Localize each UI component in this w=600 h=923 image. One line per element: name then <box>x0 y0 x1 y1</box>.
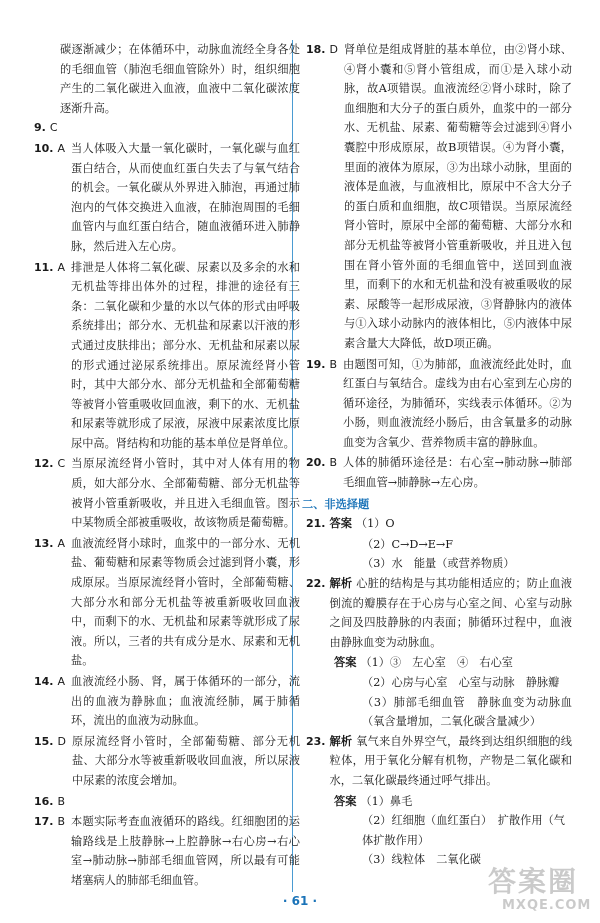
answer-item <box>306 40 572 354</box>
explanation-text <box>71 792 300 812</box>
question-number: 20. <box>306 456 326 470</box>
answer-line: （2）心房与心室 心室与动脉 静脉瓣 <box>362 676 560 689</box>
answer-item <box>34 732 300 791</box>
explanation-text: 肾单位是组成肾脏的基本单位，由②肾小球、④肾小囊和⑤肾小管组成，而①是入球小动脉，故A项错误。血液流经②肾小球时，除了血细胞和大分子的蛋白质外，血浆中的一部分水、无机盐、尿素、葡萄糖等会过滤到④肾小囊腔中形成原尿，故B项错误。④为肾小囊，里面的液体为原尿，③为出球小动脉，里面的液体是血液，与血液相比，原尿中不含大分子的蛋白质和血细胞，故C项错误。当原尿流经肾小管时，原尿中全部的葡萄糖、大部分水和部分无机盐等被肾小管重新吸收，并且进入包围在肾小管外面的毛细血管中，送回到血液里，而剩下的水和无机盐和没有被重吸收的尿素、尿酸等一起形成尿液，③肾静脉内的液体与①入球小动脉内的液体相比，⑤内液体中尿素含量大大降低，故D项正确。 <box>343 43 572 350</box>
answer-line: （2）C→D→E→F <box>362 537 454 551</box>
answer-line: （1）O <box>355 517 395 531</box>
page-number: · 61 · <box>282 894 318 908</box>
answer-choice: A <box>57 675 66 688</box>
question-22 <box>306 574 572 732</box>
question-number: 10. <box>34 141 54 155</box>
question-number: 17. <box>34 815 54 829</box>
section-title: 二、非选择题 <box>302 497 370 511</box>
answer-choice: C <box>49 121 58 135</box>
answer-line: （3）水 能量（或营养物质） <box>362 557 515 571</box>
answer-choice: A <box>57 260 66 274</box>
explanation-text: 当人体吸入大量一氧化碳时，一氧化碳与血红蛋白结合，从而使血红蛋白失去了与氧气结合的机会。一氧化碳从外界进入肺泡，再通过肺泡内的气体交换进入血液，在肺泡周围的毛细血管内与血红蛋白结合，随血液循环进入肺静脉，然后进入左心房。 <box>71 141 300 253</box>
answer-choice: C <box>57 457 66 471</box>
answer-choice: A <box>57 536 66 550</box>
answer-choice: B <box>57 815 66 829</box>
answer-tag: 答案 <box>334 794 357 808</box>
answer-item <box>34 454 300 532</box>
left-column <box>34 40 300 892</box>
question-number: 22. <box>306 577 326 591</box>
answer-item <box>34 118 300 138</box>
answer-choice: B <box>329 456 338 470</box>
question-number: 18. <box>306 43 326 56</box>
answer-line: （1）③ 左心室 ④ 右心室 <box>360 656 513 670</box>
analysis-text: 氧气来自外界空气，最终到达组织细胞的线粒体，用于氧化分解有机物，产物是二氧化碳和水，二氧化碳最终通过呼气排出。 <box>329 734 572 787</box>
question-number: 11. <box>34 260 54 274</box>
explanation-text: 人体的肺循环途径是：右心室→肺动脉→肺部毛细血管→肺静脉→左心房。 <box>343 456 572 490</box>
explanation-text: 本题实际考查血液循环的路线。红细胞团的运输路线是上肢静脉→上腔静脉→右心房→右心室→肺动脉→肺部毛细血管网，所以最有可能堵塞病人的肺部毛细血管。 <box>71 815 300 887</box>
explanation-text: 由题图可知，①为肺部，血液流经此处时，血红蛋白与氧结合。虚线为由右心室到左心房的循环途径，为肺循环，实线表示体循环。②为小肠，则血液流经小肠后，由含氧量多的动脉血变为含氧少、营养物质丰富的静脉血。 <box>343 357 572 449</box>
question-number: 12. <box>34 457 54 471</box>
answer-choice: B <box>57 794 66 808</box>
answer-tag: 答案 <box>334 656 357 670</box>
watermark-text: 答案圈 <box>488 865 579 898</box>
answer-item <box>34 672 300 731</box>
answer-item <box>306 355 572 453</box>
answer-choice: D <box>57 734 66 748</box>
answer-item <box>34 534 300 671</box>
answer-line: （1）鼻毛 <box>360 794 413 808</box>
watermark-logo <box>484 860 596 920</box>
answer-item <box>306 453 572 492</box>
explanation-text: 血液流经小肠、肾，属于体循环的一部分，流出的血液为静脉血；血液流经肺，属于肺循环，流出的血液为动脉血。 <box>71 675 300 728</box>
answer-line: （3）线粒体 二氧化碳 <box>362 853 481 867</box>
watermark-url: MXQE.COM <box>502 898 592 913</box>
explanation-text: 血液流经肾小球时，血浆中的一部分水、无机盐、葡萄糖和尿素等物质会过滤到肾小囊，形成原尿。当原尿流经肾小管时，全部葡萄糖、大部分水和部分无机盐等被重新吸收回血液中，而剩下的水、无机盐和尿素等就形成了尿液。所以，三者的共有成分是水、尿素和无机盐。 <box>71 536 300 668</box>
question-21 <box>306 514 572 574</box>
answer-item <box>34 139 300 257</box>
question-number: 16. <box>34 794 54 808</box>
question-number: 19. <box>306 357 326 371</box>
analysis-tag: 解析 <box>329 577 353 591</box>
question-number: 23. <box>306 734 326 748</box>
answer-item <box>34 812 300 890</box>
question-number: 9. <box>34 121 46 135</box>
answer-line: （2）红细胞（血红蛋白） 扩散作用（气体扩散作用） <box>362 814 565 847</box>
question-number: 15. <box>34 734 54 748</box>
answer-item <box>34 792 300 812</box>
question-23 <box>306 732 572 870</box>
explanation-text: 排泄是人体将二氧化碳、尿素以及多余的水和无机盐等排出体外的过程，排泄的途径有三条：二氧化碳和少量的水以气体的形式由呼吸系统排出；部分水、无机盐和尿素以汗液的形式通过皮肤排出；部分水、无机盐和尿素以尿的形式通过泌尿系统排出。原尿流经肾小管时，其中大部分水、部分无机盐和全部葡萄糖等被肾小管重吸收回血液，剩下的水、无机盐和尿素等就形成了尿液，尿液中尿素浓度比原尿中高。肾结构和功能的基本单位是肾单位。 <box>71 260 300 450</box>
question-number: 14. <box>34 675 54 688</box>
analysis-text: 心脏的结构是与其功能相适应的；防止血液倒流的瓣膜存在于心房与心室之间、心室与动脉之间及四肢静脉的内表面；肺循环过程中，血液由静脉血变为动脉血。 <box>329 577 572 649</box>
answer-choice: D <box>329 43 338 56</box>
explanation-text: 当原尿流经肾小管时，其中对人体有用的物质，如大部分水、全部葡萄糖、部分无机盐等被肾小管重新吸收，并且进入毛细血管。图示中某物质全部被重吸收，故该物质是葡萄糖。 <box>71 457 300 530</box>
question-number: 21. <box>306 517 326 531</box>
analysis-tag: 解析 <box>329 734 353 748</box>
answer-tag: 答案 <box>329 517 352 531</box>
explanation-text <box>64 118 300 138</box>
continued-paragraph: 碳逐渐减少；在体循环中，动脉血流经全身各处的毛细血管（肺泡毛细血管除外）时，组织细胞产生的二氧化碳进入血液，血液中二氧化碳浓度逐渐升高。 <box>60 43 300 115</box>
answer-choice: A <box>57 141 66 155</box>
answer-line: （3）肺部毛细血管 静脉血变为动脉血（氧含量增加，二氧化碳含量减少） <box>362 695 572 729</box>
explanation-text: 原尿流经肾小管时，全部葡萄糖、部分无机盐、大部分水等被重新吸收回血液，所以尿液中尿素的浓度会增加。 <box>71 734 300 787</box>
answer-choice: B <box>329 357 338 371</box>
right-column <box>302 40 572 870</box>
question-number: 13. <box>34 536 54 550</box>
answer-item <box>34 258 300 454</box>
